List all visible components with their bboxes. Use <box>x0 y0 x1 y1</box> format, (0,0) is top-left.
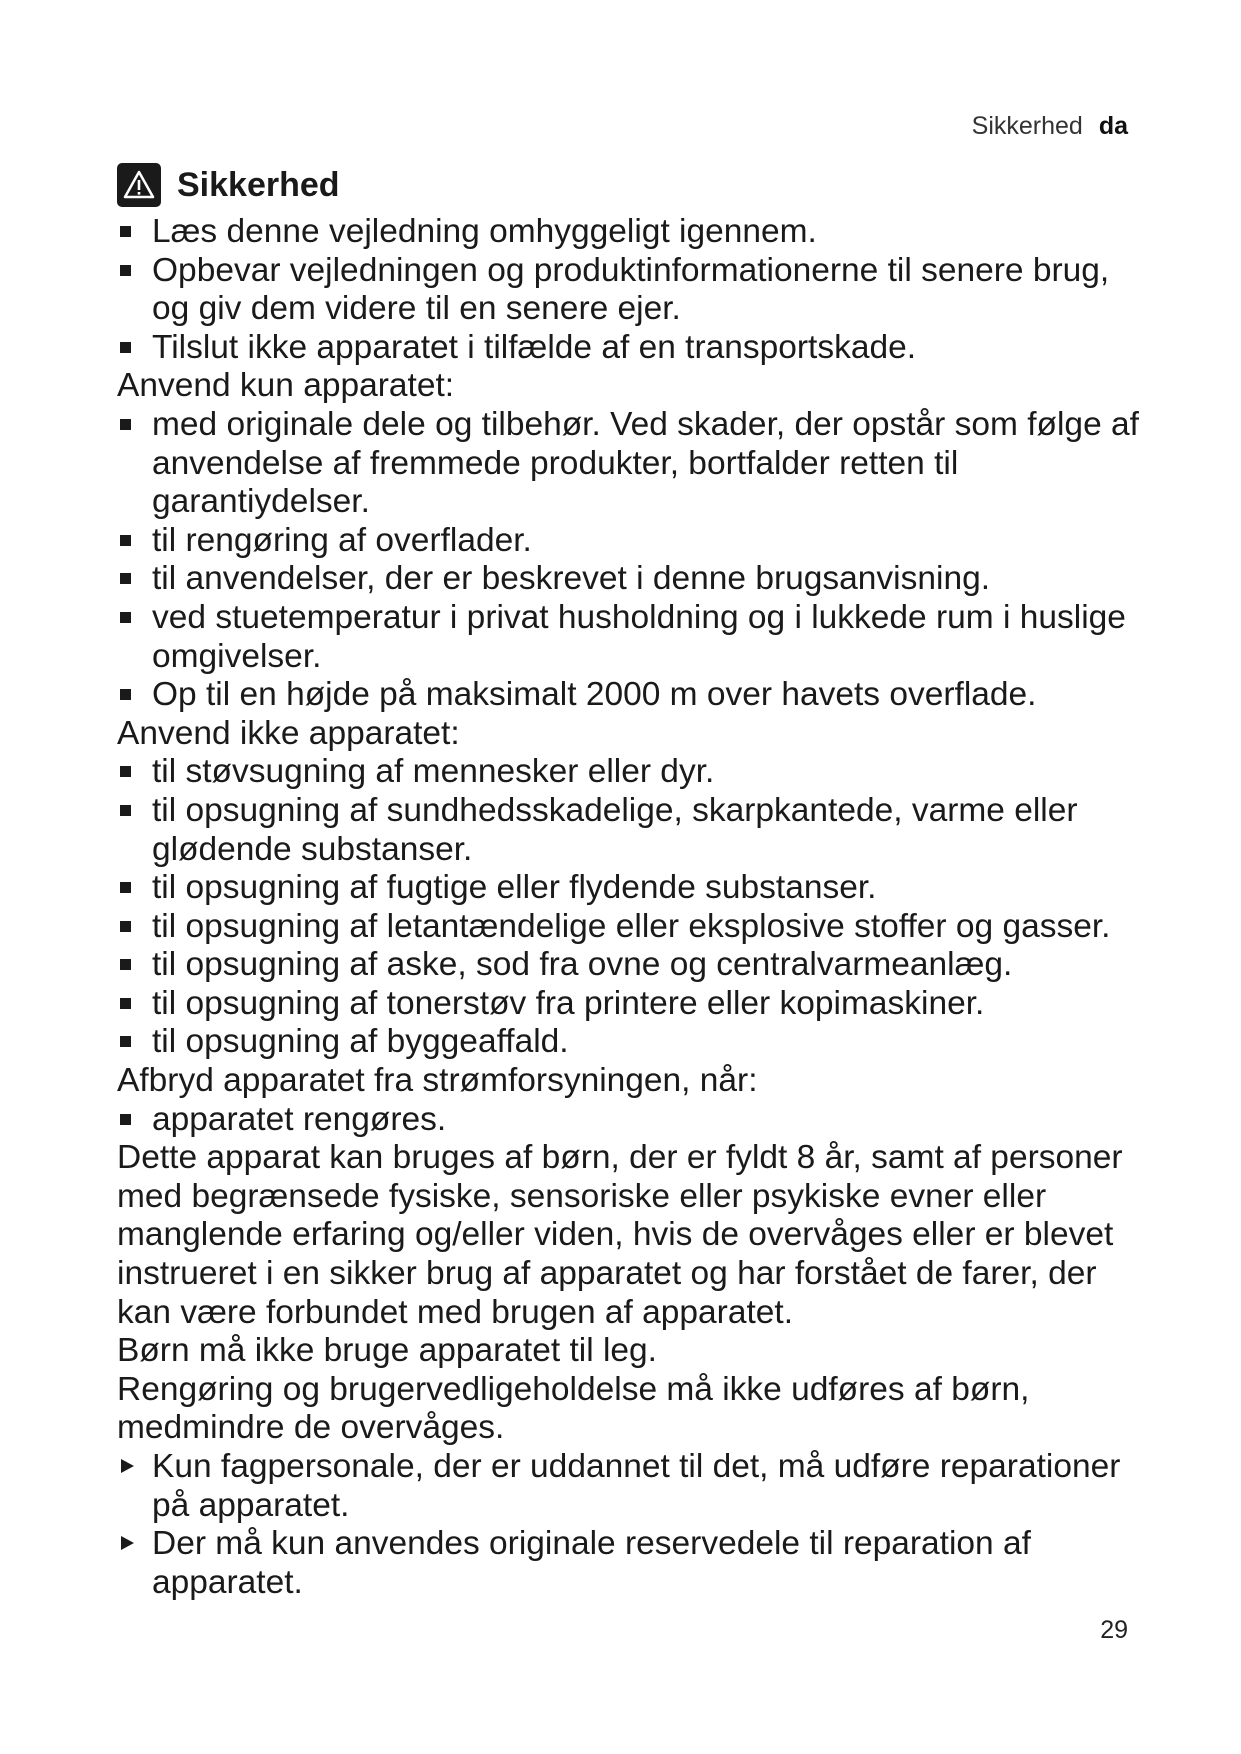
instruction-list <box>117 1448 1152 1602</box>
section-title <box>117 163 1152 207</box>
header-language: da <box>1098 112 1128 140</box>
instruction-item: Kun fagpersonale, der er uddannet til det, må udføre reparationer på apparatet. <box>117 1448 1152 1525</box>
list-item: til opsugning af sundhedsskadelige, skarpkantede, varme eller glødende substanser. <box>117 792 1152 869</box>
list-item: til opsugning af aske, sod fra ovne og centralvarmeanlæg. <box>117 946 1152 985</box>
no-use-list <box>117 753 1152 1062</box>
list-item: Læs denne vejledning omhyggeligt igennem. <box>117 213 1152 252</box>
children-paragraph: Dette apparat kan bruges af børn, der er fyldt 8 år, samt af personer med begrænsede fysiske, sensoriske eller psykiske evner eller manglende erfaring og/eller viden, hvis de overvåges eller er blevet instrueret i en sikker brug af apparatet og har forstået de farer, der kan være forbundet med brugen af apparatet. <box>117 1139 1123 1331</box>
list-item: Op til en højde på maksimalt 2000 m over havets overflade. <box>117 676 1152 715</box>
list-item: Tilslut ikke apparatet i tilfælde af en transportskade. <box>117 329 1152 368</box>
list-item: til opsugning af tonerstøv fra printere eller kopimaskiner. <box>117 985 1152 1024</box>
list-item: til anvendelser, der er beskrevet i denne brugsanvisning. <box>117 560 1152 599</box>
list-item: ved stuetemperatur i privat husholdning og i lukkede rum i huslige omgivelser. <box>117 599 1152 676</box>
list-item: til støvsugning af mennesker eller dyr. <box>117 753 1152 792</box>
list-item: til rengøring af overflader. <box>117 522 1152 561</box>
list-item: apparatet rengøres. <box>117 1101 1152 1140</box>
header-section: Sikkerhed <box>971 112 1083 140</box>
no-use-heading: Anvend ikke apparatet: <box>117 714 460 752</box>
list-item: til opsugning af fugtige eller flydende substanser. <box>117 869 1152 908</box>
use-list <box>117 406 1152 715</box>
play-paragraph: Børn må ikke bruge apparatet til leg. <box>117 1332 657 1370</box>
running-header <box>972 112 1128 141</box>
intro-list <box>117 213 1152 367</box>
list-item: til opsugning af letantændelige eller eksplosive stoffer og gasser. <box>117 908 1152 947</box>
disconnect-heading: Afbryd apparatet fra strømforsyningen, når: <box>117 1062 758 1100</box>
instruction-item: Der må kun anvendes originale reservedele til reparation af apparatet. <box>117 1525 1152 1602</box>
list-item: Opbevar vejledningen og produktinformationerne til senere brug, og giv dem videre til en senere ejer. <box>117 252 1152 329</box>
disconnect-list <box>117 1101 1152 1140</box>
cleaning-paragraph: Rengøring og brugervedligeholdelse må ikke udføres af børn, medmindre de overvåges. <box>117 1370 1030 1447</box>
warning-icon <box>117 163 161 207</box>
list-item: til opsugning af byggeaffald. <box>117 1023 1152 1062</box>
page-number: 29 <box>1100 1616 1128 1644</box>
safety-section <box>117 163 1152 1602</box>
section-title-text: Sikkerhed <box>177 165 340 204</box>
list-item: med originale dele og tilbehør. Ved skader, der opstår som følge af anvendelse af fremmede produkter, bortfalder retten til garantiydelser. <box>117 406 1152 522</box>
use-heading: Anvend kun apparatet: <box>117 367 455 405</box>
